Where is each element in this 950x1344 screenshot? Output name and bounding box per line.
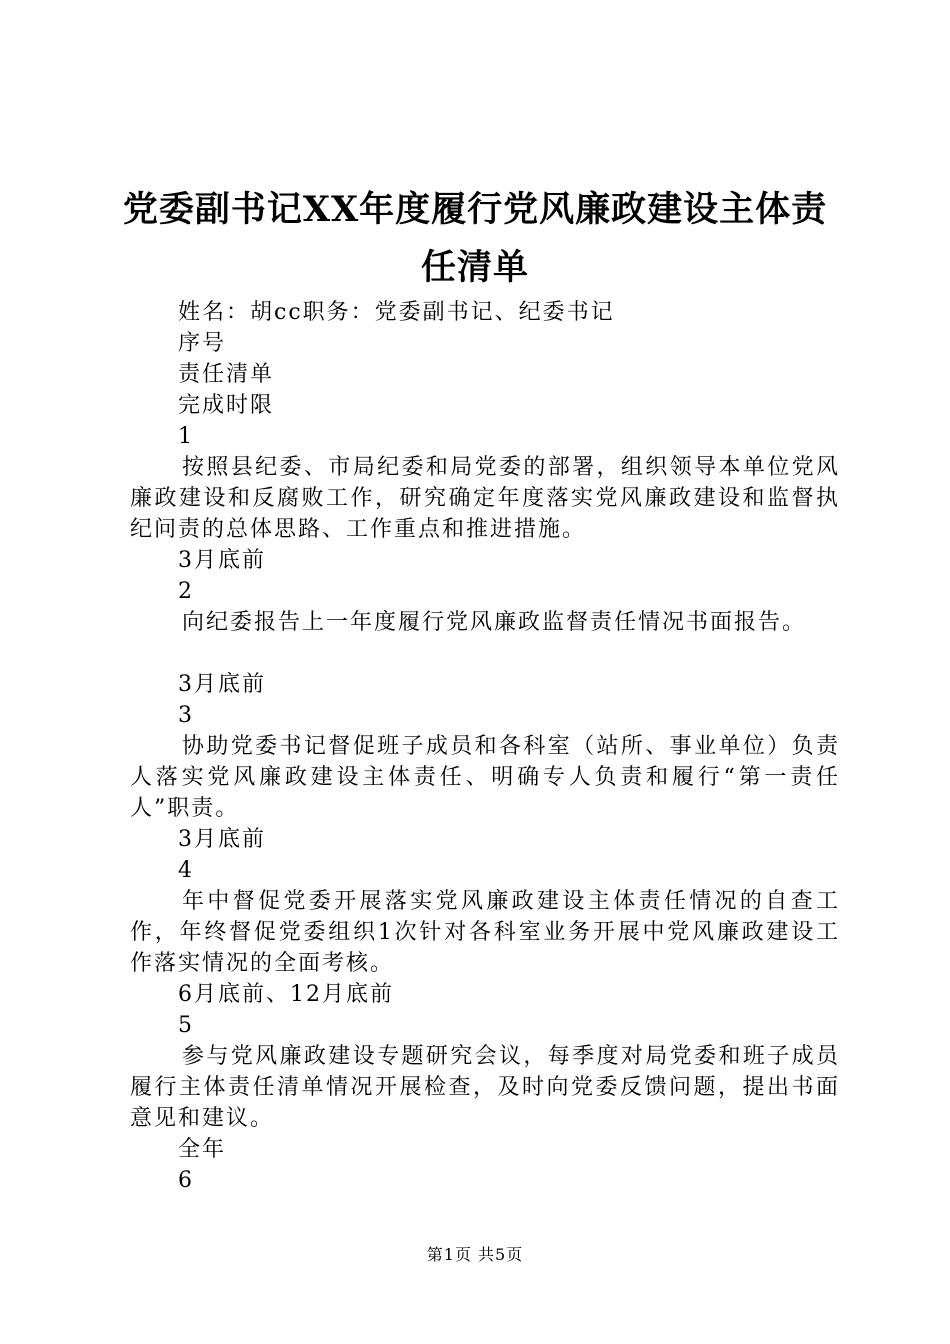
item-deadline: 3月底前 xyxy=(178,672,266,697)
column-header-seq: 序号 xyxy=(178,331,227,356)
header-info: 姓名：胡cc职务：党委副书记、纪委书记 xyxy=(178,300,615,325)
document-title-line-2: 任清单 xyxy=(420,247,529,288)
item-number: 5 xyxy=(178,1013,194,1038)
item-number: 1 xyxy=(178,424,194,449)
item-text: 协助党委书记督促班子成员和各科室（站所、事业单位）负责人落实党风廉政建设主体责任、明确专人负责和履行“第一责任人”职责。 xyxy=(130,734,840,821)
item-number: 2 xyxy=(178,579,194,604)
item-number: 4 xyxy=(178,858,194,883)
column-header-deadline: 完成时限 xyxy=(178,393,275,418)
item-number: 6 xyxy=(178,1168,194,1193)
item-text: 参与党风廉政建设专题研究会议，每季度对局党委和班子成员履行主体责任清单情况开展检查，及时向党委反馈问题，提出书面意见和建议。 xyxy=(130,1044,840,1131)
item-text: 向纪委报告上一年度履行党风廉政监督责任情况书面报告。 xyxy=(182,610,807,635)
document-title-line-1: 党委副书记XX年度履行党风廉政建设主体责 xyxy=(122,189,828,230)
item-text: 年中督促党委开展落实党风廉政建设主体责任情况的自查工作，年终督促党委组织1次针对各科室业务开展中党风廉政建设工作落实情况的全面考核。 xyxy=(130,889,840,976)
column-header-list: 责任清单 xyxy=(178,362,275,387)
item-deadline: 3月底前 xyxy=(178,548,266,573)
item-deadline: 3月底前 xyxy=(178,827,266,852)
item-number: 3 xyxy=(178,703,194,728)
document-body xyxy=(130,297,840,1196)
item-text: 按照县纪委、市局纪委和局党委的部署，组织领导本单位党风廉政建设和反腐败工作，研究确定年度落实党风廉政建设和监督执纪问责的总体思路、工作重点和推进措施。 xyxy=(130,455,840,542)
blank-line xyxy=(130,638,840,669)
item-deadline: 全年 xyxy=(178,1137,227,1162)
item-deadline: 6月底前、12月底前 xyxy=(178,982,394,1007)
page-footer: 第1页 共5页 xyxy=(426,1245,524,1264)
